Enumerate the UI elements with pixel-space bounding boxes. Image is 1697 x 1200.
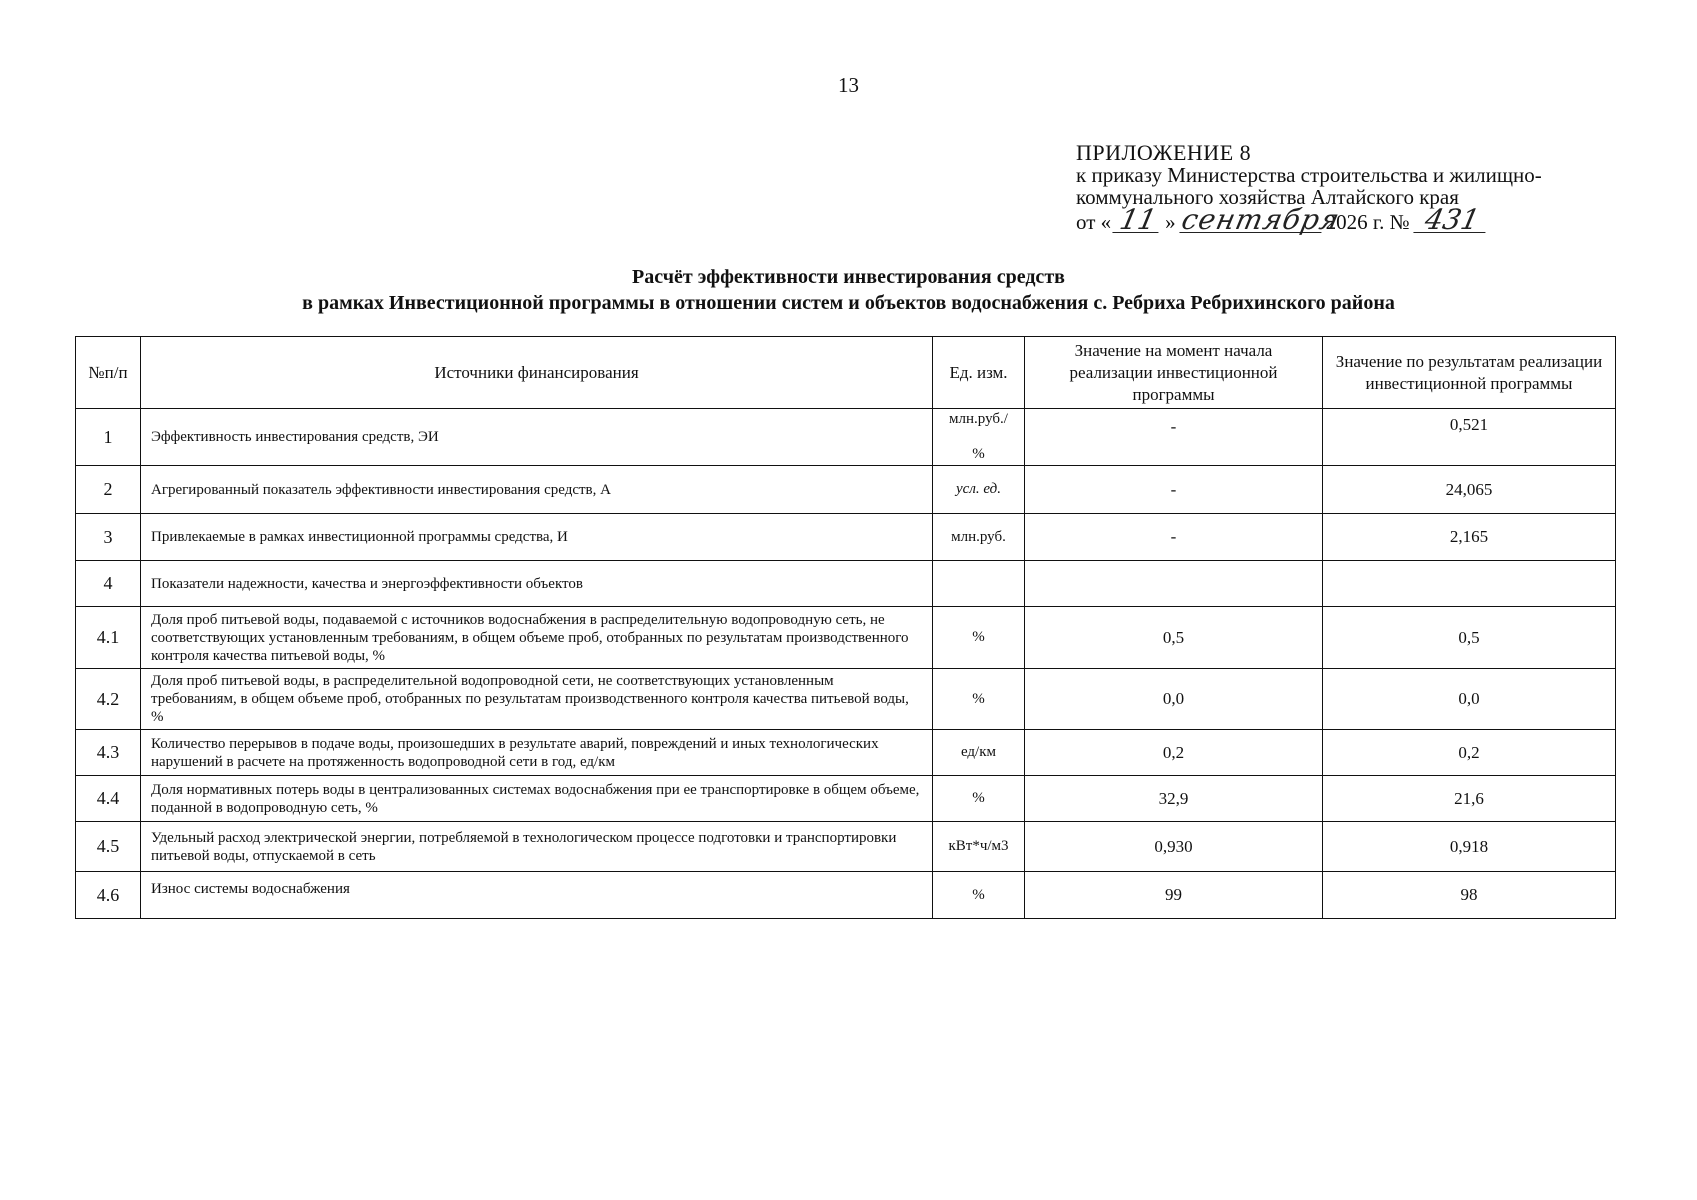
date-prefix: от « xyxy=(1076,210,1112,234)
row-unit xyxy=(933,409,1025,466)
row-source: Доля проб питьевой воды, в распределительной водопроводной сети, не соответствующих установленным требованиям, в общем объеме проб, отобранных по результатам производственного контроля качества питьевой воды, % xyxy=(141,669,933,730)
table-row xyxy=(76,730,1616,776)
row-result-value: 0,918 xyxy=(1323,822,1616,872)
header-result-value: Значение по результатам реализации инвестиционной программы xyxy=(1323,337,1616,409)
row-start-value: - xyxy=(1025,466,1323,514)
row-result-value: 0,0 xyxy=(1323,669,1616,730)
row-unit: кВт*ч/м3 xyxy=(933,822,1025,872)
row-num: 4.1 xyxy=(76,607,141,669)
row-num: 4.5 xyxy=(76,822,141,872)
row-start-value: - xyxy=(1025,409,1323,466)
row-unit: % xyxy=(933,872,1025,919)
efficiency-table xyxy=(75,336,1616,919)
table-row xyxy=(76,561,1616,607)
row-result-value xyxy=(1323,561,1616,607)
row-unit: % xyxy=(933,669,1025,730)
table-row xyxy=(76,669,1616,730)
header-source: Источники финансирования xyxy=(141,337,933,409)
row-source: Износ системы водоснабжения xyxy=(141,872,933,919)
row-start-value: - xyxy=(1025,514,1323,561)
header-num: №п/п xyxy=(76,337,141,409)
row-start-value: 0,5 xyxy=(1025,607,1323,669)
row-start-value xyxy=(1025,561,1323,607)
row-num: 3 xyxy=(76,514,141,561)
page-number: 13 xyxy=(838,73,859,97)
handwritten-month: сентября xyxy=(1178,203,1343,236)
title-line-1: Расчёт эффективности инвестирования средств xyxy=(632,266,1065,288)
table-header-row xyxy=(76,337,1616,409)
row-start-value: 0,0 xyxy=(1025,669,1323,730)
handwritten-order-number: 431 xyxy=(1413,208,1490,233)
row-unit-top: млн.руб./ xyxy=(949,411,1008,427)
header-start-value: Значение на момент начала реализации инвестиционной программы xyxy=(1025,337,1323,409)
row-source: Показатели надежности, качества и энергоэффективности объектов xyxy=(141,561,933,607)
table-row xyxy=(76,822,1616,872)
row-result-value: 0,5 xyxy=(1323,607,1616,669)
row-start-value: 0,2 xyxy=(1025,730,1323,776)
row-unit: ед/км xyxy=(933,730,1025,776)
row-result-value: 24,065 xyxy=(1323,466,1616,514)
row-result-value: 98 xyxy=(1323,872,1616,919)
appendix-heading: ПРИЛОЖЕНИЕ 8 xyxy=(1076,140,1252,165)
row-num: 4 xyxy=(76,561,141,607)
document-title xyxy=(0,264,1697,316)
row-start-value: 32,9 xyxy=(1025,776,1323,822)
row-num: 2 xyxy=(76,466,141,514)
row-unit: усл. ед. xyxy=(933,466,1025,514)
order-date-line xyxy=(1076,203,1636,236)
row-result-value: 2,165 xyxy=(1323,514,1616,561)
appendix-block xyxy=(1076,140,1636,236)
row-unit: % xyxy=(933,607,1025,669)
row-source: Доля нормативных потерь воды в централизованных системах водоснабжения при ее транспортировке в общем объеме, поданной в водопроводную сеть, % xyxy=(141,776,933,822)
table-row xyxy=(76,607,1616,669)
row-num: 4.6 xyxy=(76,872,141,919)
row-source: Количество перерывов в подаче воды, произошедших в результате аварий, повреждений и иных технологических нарушений в расчете на протяженность водопроводной сети в год, ед/км xyxy=(141,730,933,776)
row-num: 4.3 xyxy=(76,730,141,776)
row-unit: % xyxy=(933,776,1025,822)
table-row xyxy=(76,466,1616,514)
date-mid: » xyxy=(1165,210,1176,234)
row-source: Доля проб питьевой воды, подаваемой с источников водоснабжения в распределительную водопроводную сеть, не соответствующих установленным требованиям, в общем объеме проб, отобранных по результатам производственного контроля качества питьевой воды, % xyxy=(141,607,933,669)
row-unit-bottom: % xyxy=(972,446,985,462)
row-unit: млн.руб. xyxy=(933,514,1025,561)
table-row xyxy=(76,872,1616,919)
table-row xyxy=(76,409,1616,466)
row-source: Агрегированный показатель эффективности инвестирования средств, А xyxy=(141,466,933,514)
row-source: Удельный расход электрической энергии, потребляемой в технологическом процессе подготовки и транспортировки питьевой воды, отпускаемой в сеть xyxy=(141,822,933,872)
header-unit: Ед. изм. xyxy=(933,337,1025,409)
appendix-line-1: к приказу Министерства строительства и жилищно- xyxy=(1076,163,1542,187)
row-source: Привлекаемые в рамках инвестиционной программы средства, И xyxy=(141,514,933,561)
table-row xyxy=(76,514,1616,561)
row-start-value: 0,930 xyxy=(1025,822,1323,872)
row-num: 4.4 xyxy=(76,776,141,822)
appendix-line-2: коммунального хозяйства Алтайского края xyxy=(1076,185,1459,209)
table-row xyxy=(76,776,1616,822)
row-result-value: 0,521 xyxy=(1323,409,1616,466)
row-source: Эффективность инвестирования средств, ЭИ xyxy=(141,409,933,466)
row-result-value: 0,2 xyxy=(1323,730,1616,776)
title-line-2: в рамках Инвестиционной программы в отношении систем и объектов водоснабжения с. Ребриха Ребрихинского района xyxy=(302,292,1395,314)
row-start-value: 99 xyxy=(1025,872,1323,919)
row-result-value: 21,6 xyxy=(1323,776,1616,822)
row-num: 4.2 xyxy=(76,669,141,730)
handwritten-day: 11 xyxy=(1112,208,1163,233)
row-num: 1 xyxy=(76,409,141,466)
row-unit xyxy=(933,561,1025,607)
year-suffix: 2026 г. № xyxy=(1325,210,1410,234)
